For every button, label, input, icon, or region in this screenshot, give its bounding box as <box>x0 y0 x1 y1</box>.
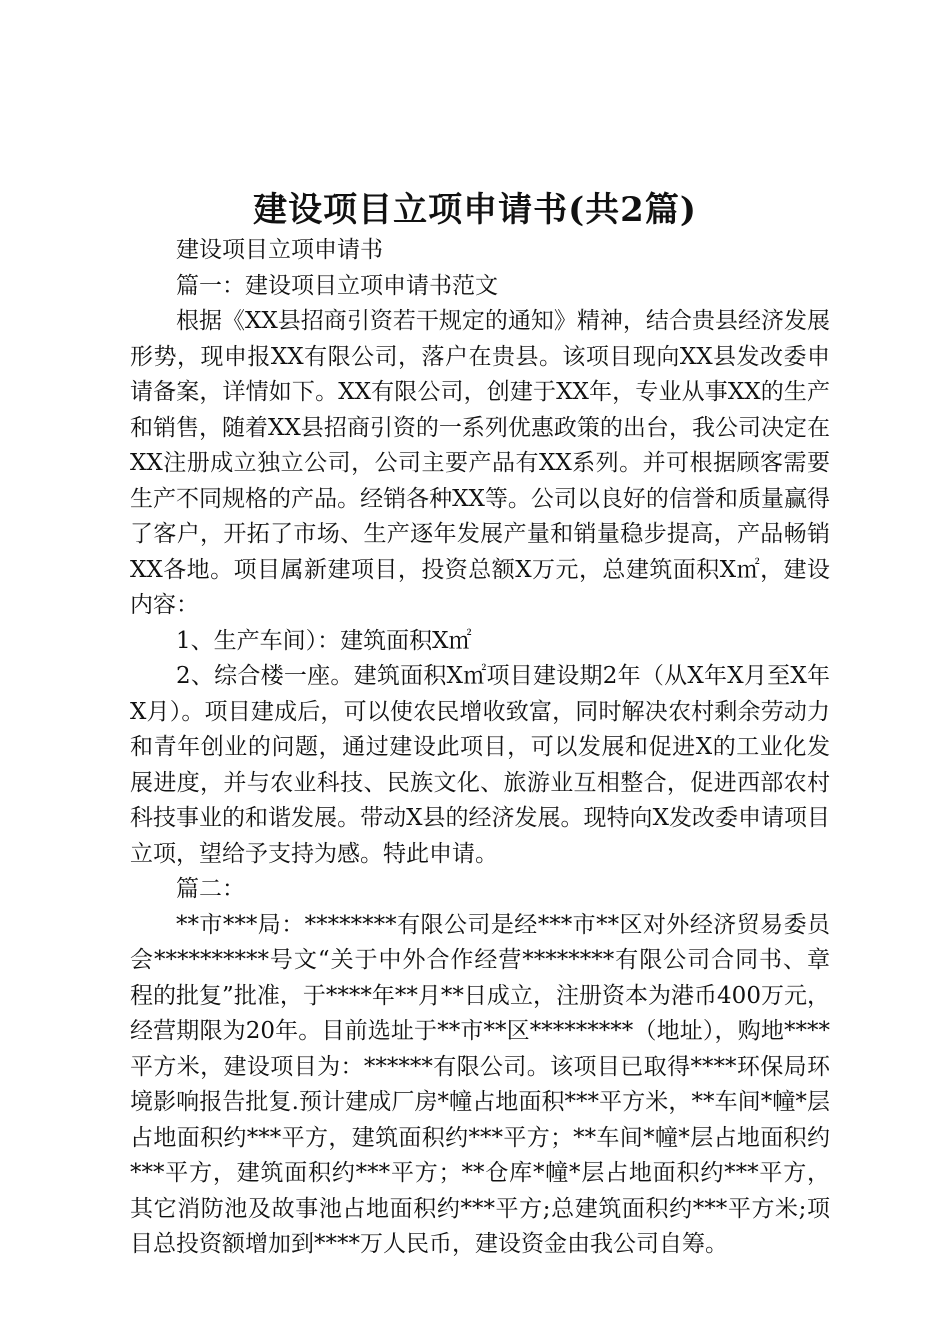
part-two-body: **市***局：********有限公司是经***市**区对外经济贸易委员会**********号文“关于中外合作经营********有限公司合同书、章程的批复”批准，于****年**月**日成立，注册资本为港币400万元，经营期限为20年。目前选址于**市**区*********（地址），购地****平方米，建设项目为：******有限公司。该项目已取得****环保局环境影响报告批复.预计建成厂房*幢占地面积***平方米，**车间*幢*层占地面积约***平方，建筑面积约***平方；**车间*幢*层占地面积约***平方，建筑面积约***平方；**仓库*幢*层占地面积约***平方，其它消防池及故事池占地面积约***平方;总建筑面积约***平方米;项目总投资额增加到****万人民币，建设资金由我公司自筹。 <box>130 911 830 1257</box>
part-one-heading: 篇一：建设项目立项申请书范文 <box>176 272 498 299</box>
document-title: 建设项目立项申请书(共2篇) <box>253 190 697 230</box>
construction-item-1: 1、生产车间）：建筑面积X㎡ <box>176 627 472 654</box>
part-one-body: 根据《XX县招商引资若干规定的通知》精神，结合贵县经济发展形势，现申报XX有限公司，落户在贵县。该项目现向XX县发改委申请备案，详情如下。XX有限公司，创建于XX年，专业从事XX的生产和销售，随着XX县招商引资的一系列优惠政策的出台，我公司决定在XX注册成立独立公司，公司主要产品有XX系列。并可根据顾客需要生产不同规格的产品。经销各种XX等。公司以良好的信誉和质量赢得了客户，开拓了市场、生产逐年发展产量和销量稳步提高，产品畅销XX各地。项目属新建项目，投资总额X万元，总建筑面积X㎡，建设内容： <box>130 308 830 618</box>
document-body <box>130 233 830 1263</box>
part-two-heading: 篇二： <box>176 876 245 902</box>
construction-item-2: 2、综合楼一座。建筑面积X㎡项目建设期2年（从X年X月至X年X月）。项目建成后，可以使农民增收致富，同时解决农村剩余劳动力和青年创业的问题，通过建设此项目，可以发展和促进X的工业化发展进度，并与农业科技、民族文化、旅游业互相整合，促进西部农村科技事业的和谐发展。带动X县的经济发展。现特向X发改委申请项目立项，望给予支持为感。特此申请。 <box>130 663 830 867</box>
subtitle-paragraph: 建设项目立项申请书 <box>176 237 383 263</box>
